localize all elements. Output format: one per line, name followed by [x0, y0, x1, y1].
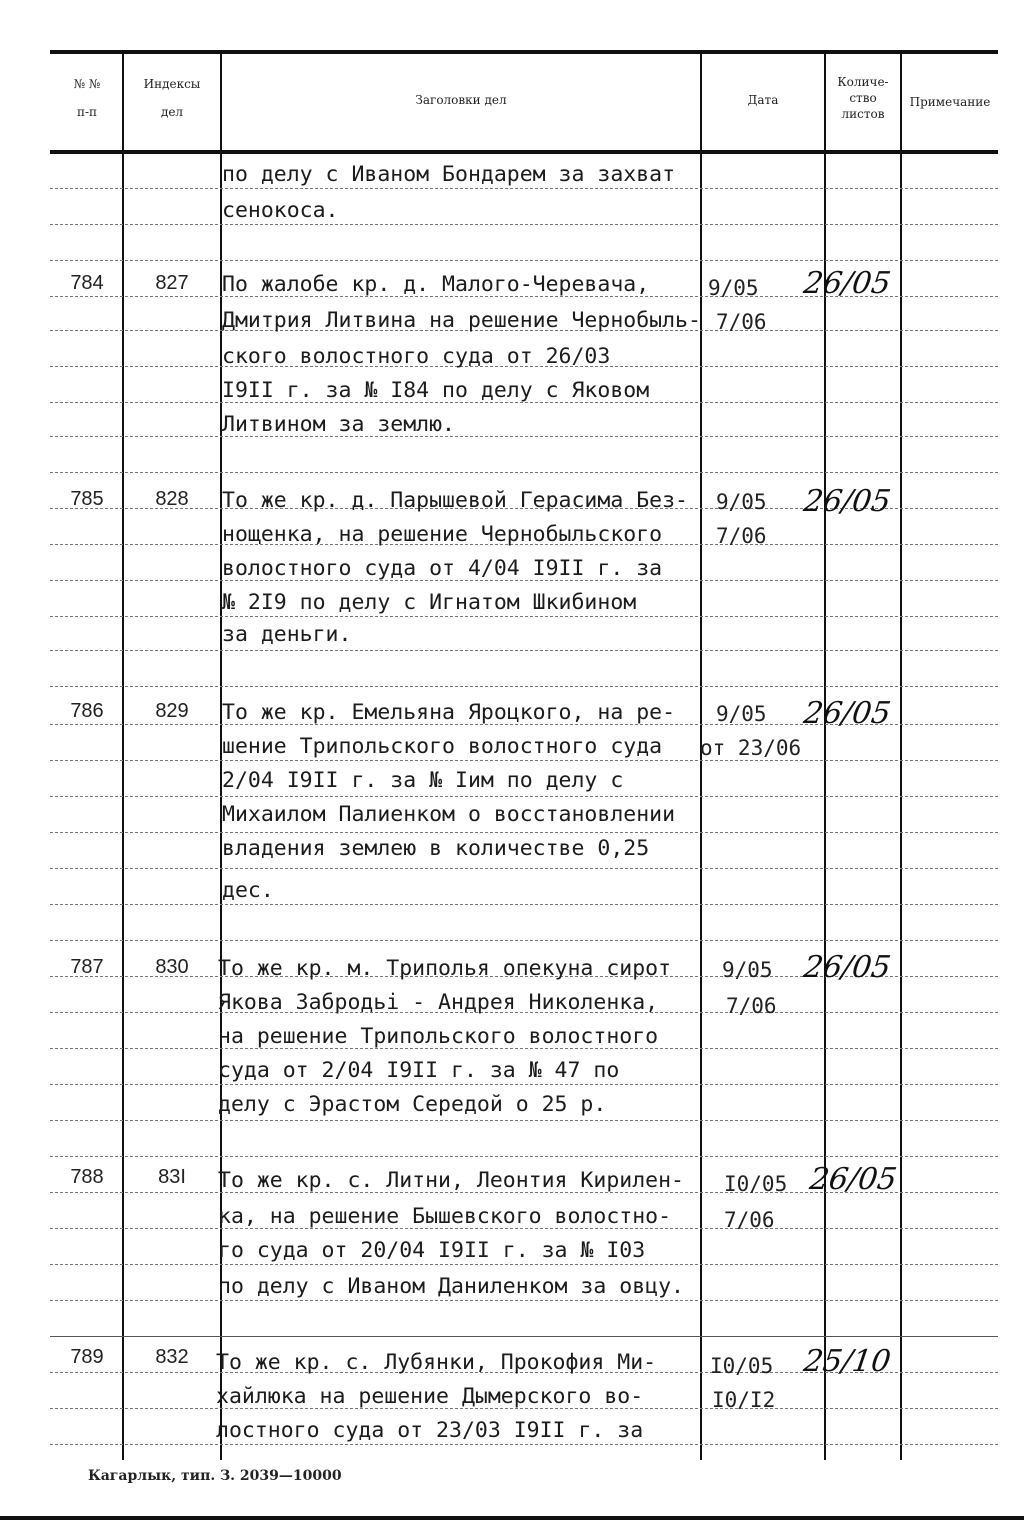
rule [50, 616, 998, 617]
title-line: суда от 2/04 I9II г. за № 47 по [218, 1058, 620, 1083]
title-line: То же кр. м. Триполья опекуна сирот [218, 956, 672, 981]
title-line: Михаилом Палиенком о восстановлении [222, 802, 676, 827]
entry-date-end: 7/06 [724, 1208, 775, 1232]
entry-index: 830 [155, 956, 189, 978]
sheet-count: 25/10 [801, 1344, 893, 1379]
rule [50, 686, 998, 687]
title-line: лостного суда от 23/03 I9II г. за [216, 1418, 644, 1443]
entry-date-start: 9/05 [722, 958, 773, 982]
entry-date-start: 9/05 [708, 276, 759, 300]
header-num-line1: № № [73, 77, 101, 91]
title-line: волостного суда от 4/04 I9II г. за [222, 556, 663, 581]
rule [50, 760, 998, 761]
rule [50, 436, 998, 437]
sheet-count: 26/05 [801, 950, 893, 985]
title-line: за деньги. [222, 622, 352, 647]
title-line: Литвином за землю. [222, 412, 455, 437]
rule [50, 904, 998, 905]
rule [50, 1084, 998, 1085]
header-bottom-border [50, 150, 998, 154]
title-line: ка, на решение Бышевского волостно- [218, 1204, 672, 1229]
rule [50, 796, 998, 797]
title-line: по делу с Иваном Даниленком за овцу. [218, 1274, 684, 1299]
entry-number: 788 [70, 1166, 104, 1188]
header-count-line1: Количе- [837, 75, 889, 89]
entry-date-start: 9/05 [716, 702, 767, 726]
rule [50, 1156, 998, 1157]
printer-imprint: Кагарлык, тип. З. 2039—10000 [88, 1468, 342, 1484]
title-line: шение Трипольского волостного суда [222, 734, 663, 759]
header-note: Примечание [909, 95, 991, 109]
entry-date-end: от 23/06 [700, 736, 802, 760]
title-line: нощенка, на решение Чернобыльского [222, 522, 663, 547]
header-num [52, 76, 122, 120]
header-date: Дата [747, 93, 779, 107]
title-line: на решение Трипольского волостного [218, 1024, 659, 1049]
rule [50, 868, 998, 869]
header-idx-line1: Индексы [143, 77, 201, 91]
title-line: I9II г. за № I84 по делу с Яковом [222, 378, 650, 403]
rule [50, 1444, 998, 1445]
title-line: То же кр. с. Литни, Леонтия Кирилен- [218, 1168, 684, 1193]
entry-index: 829 [155, 700, 189, 722]
entry-index: 832 [155, 1346, 189, 1368]
title-line: Якова Забродьі - Андрея Николенка, [218, 990, 659, 1015]
entry-number: 784 [70, 272, 104, 294]
header-count-line2: ство [849, 91, 877, 105]
title-line: По жалобе кр. д. Малого-Черевача, [222, 272, 650, 297]
entry-date-end: 7/06 [716, 310, 767, 334]
title-line: делу с Эрастом Середой о 25 р. [218, 1092, 607, 1117]
title-line: ского волостного суда от 26/03 [222, 344, 611, 369]
entry-date-end: 7/06 [716, 524, 767, 548]
entry-date-start: I0/05 [710, 1354, 774, 1378]
header-idx-line2: дел [160, 105, 184, 119]
rule [50, 260, 998, 261]
title-line: То же кр. д. Парышевой Герасима Без- [222, 488, 688, 513]
sheet-count: 26/05 [801, 266, 893, 301]
title-line: 2/04 I9II г. за № Iим по делу с [222, 768, 624, 793]
title-line: № 2I9 по делу с Игнатом Шкибином [222, 590, 637, 615]
entry-index: 83I [158, 1166, 186, 1188]
title-line: го суда от 20/04 I9II г. за № I03 [218, 1238, 646, 1263]
sheet-count: 26/05 [801, 484, 893, 519]
rule [50, 1120, 998, 1121]
rule [50, 224, 998, 225]
sheet-count: 26/05 [801, 696, 893, 731]
col-divider-num [122, 52, 124, 1460]
rule [50, 832, 998, 833]
title-line: владения землею в количестве 0,25 [222, 836, 650, 861]
rule [50, 188, 998, 189]
rule [50, 1264, 998, 1265]
title-line: хайлюка на решение Дымерского во- [216, 1384, 644, 1409]
page-bottom-border [0, 1516, 1024, 1520]
entry-date-start: 9/05 [716, 490, 767, 514]
entry-number: 789 [70, 1346, 104, 1368]
header-count [826, 74, 900, 122]
title-line: То же кр. с. Лубянки, Прокофия Ми- [216, 1350, 657, 1375]
entry-number: 785 [70, 488, 104, 510]
col-divider-date [824, 52, 826, 1460]
title-line: То же кр. Емельяна Яроцкого, на ре- [222, 700, 676, 725]
entry-index: 827 [155, 272, 189, 294]
rule [50, 650, 998, 651]
header-title: Заголовки дел [415, 93, 507, 107]
entry-number: 787 [70, 956, 104, 978]
col-divider-count [900, 52, 902, 1460]
entry-date-end: I0/I2 [712, 1388, 776, 1412]
header-count-line3: листов [841, 107, 885, 121]
entry-number: 786 [70, 700, 104, 722]
header-num-line2: п-п [76, 105, 98, 119]
entry-date-end: 7/06 [726, 994, 777, 1018]
title-line: сенокоса. [222, 198, 339, 223]
rule [50, 1336, 998, 1337]
table-top-border [50, 50, 998, 54]
header-idx [124, 76, 220, 120]
title-line: дес. [222, 878, 274, 903]
rule [50, 472, 998, 473]
title-line: Дмитрия Литвина на решение Чернобыль- [222, 308, 701, 333]
entry-index: 828 [155, 488, 189, 510]
entry-date-start: I0/05 [724, 1172, 788, 1196]
rule [50, 1300, 998, 1301]
rule [50, 940, 998, 941]
sheet-count: 26/05 [807, 1162, 899, 1197]
title-line: по делу с Иваном Бондарем за захват [222, 162, 676, 187]
